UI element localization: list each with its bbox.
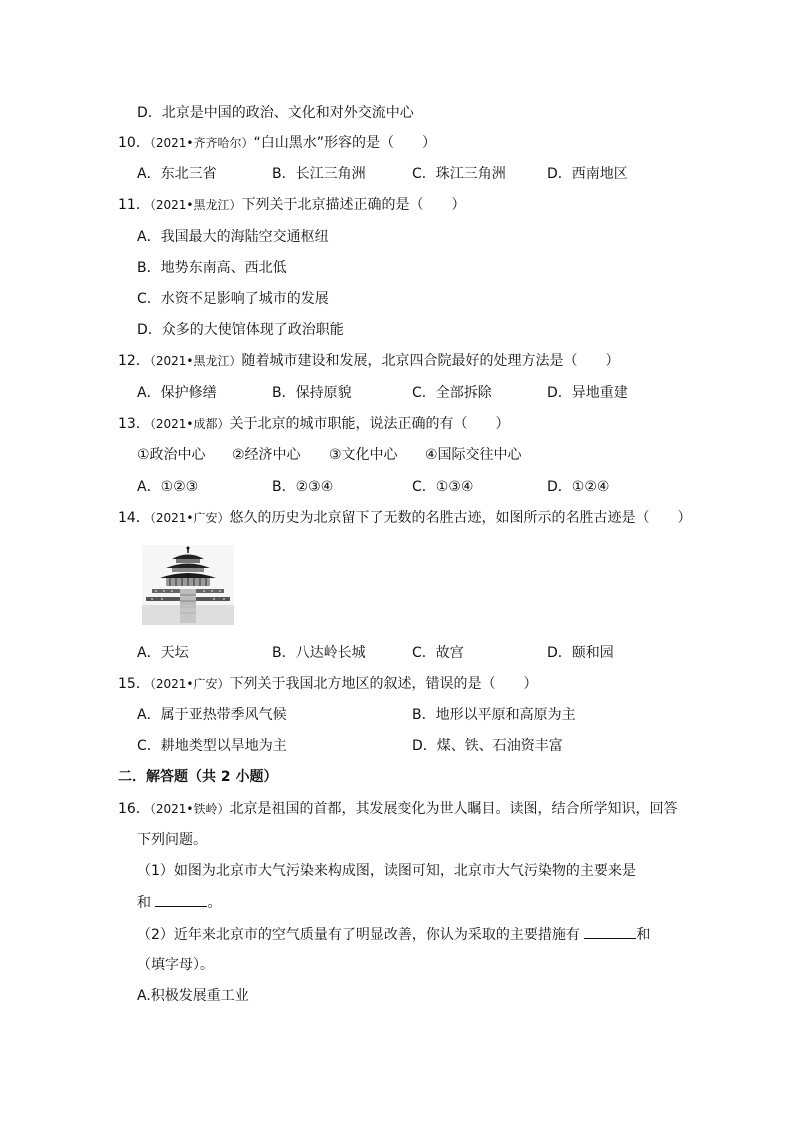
q10-option-b: B．长江三角洲 <box>272 166 366 182</box>
q11-option-b: B．地势东南高、西北低 <box>137 260 287 276</box>
answer-prefix: 和 <box>137 895 156 911</box>
question-15 <box>118 674 537 694</box>
answer-suffix: 。 <box>207 895 222 911</box>
q13-option-c: C．①③④ <box>412 479 474 495</box>
q10-option-d: D．西南地区 <box>547 166 628 182</box>
q13-item-3: ③文化中心 <box>329 447 398 463</box>
question-12 <box>118 351 619 371</box>
q15-option-b: B．地形以平原和高原为主 <box>412 707 576 723</box>
q13-option-d: D．①②④ <box>547 479 610 495</box>
q15-option-a: A．属于亚热带季风气候 <box>137 707 287 723</box>
q13-item-1: ①政治中心 <box>137 447 206 463</box>
question-16 <box>118 799 677 819</box>
q12-option-d: D．异地重建 <box>547 385 628 401</box>
q11-option-c: C．水资不足影响了城市的发展 <box>137 291 329 307</box>
q14-option-b: B．八达岭长城 <box>272 645 366 661</box>
question-number: 14． <box>118 510 150 526</box>
question-number: 12． <box>118 353 150 369</box>
question-source: （2021•黑龙江） <box>149 354 242 368</box>
q16-part-2 <box>137 924 650 945</box>
question-10 <box>118 133 436 153</box>
q13-item-2: ②经济中心 <box>232 447 301 463</box>
question-source: （2021•铁岭） <box>149 802 230 816</box>
q14-option-a: A．天坛 <box>137 645 189 661</box>
question-source: （2021•广安） <box>149 677 230 691</box>
question-13 <box>118 414 509 434</box>
question-source: （2021•广安） <box>149 511 230 525</box>
question-16-stem-cont: 下列问题。 <box>137 832 207 848</box>
q13-item-4: ④国际交往中心 <box>425 447 522 463</box>
q14-option-d: D．颐和园 <box>547 645 614 661</box>
q12-option-c: C．全部拆除 <box>412 385 492 401</box>
q15-option-c: C．耕地类型以旱地为主 <box>137 738 287 754</box>
question-source: （2021•成都） <box>149 417 230 431</box>
question-number: 11． <box>118 197 150 213</box>
question-stem: 关于北京的城市职能，说法正确的有（ ） <box>229 416 510 432</box>
q15-option-d: D．煤、铁、石油资丰富 <box>412 738 563 754</box>
question-number: 13． <box>118 416 150 432</box>
question-source: （2021•黑龙江） <box>149 198 242 212</box>
q14-option-c: C．故宫 <box>412 645 464 661</box>
section-title: 二．解答题（共 2 小题） <box>118 769 278 785</box>
temple-of-heaven-image <box>142 545 234 625</box>
q16-part-1: （1）如图为北京市大气污染来构成图，读图可知，北京市大气污染物的主要来是 <box>137 863 636 879</box>
q16-part-1-cont <box>137 892 221 913</box>
question-source: （2021•齐齐哈尔） <box>149 136 254 150</box>
q11-option-d: D．众多的大使馆体现了政治职能 <box>137 322 344 338</box>
question-14 <box>118 508 691 528</box>
q9-option-d: D．北京是中国的政治、文化和对外交流中心 <box>137 105 414 121</box>
question-number: 10． <box>118 135 150 151</box>
q13-option-b: B．②③④ <box>272 479 334 495</box>
question-number: 15． <box>118 676 150 692</box>
part-2-suffix: 和 <box>636 927 651 943</box>
q11-option-a: A．我国最大的海陆空交通枢纽 <box>137 229 329 245</box>
question-stem: “白山黑水”形容的是（ ） <box>253 135 436 151</box>
q10-option-c: C．珠江三角洲 <box>412 166 506 182</box>
q16-part-2-cont: （填字母）。 <box>137 957 214 973</box>
question-stem: 下列关于北京描述正确的是（ ） <box>241 197 466 213</box>
question-stem: 随着城市建设和发展，北京四合院最好的处理方法是（ ） <box>241 353 620 369</box>
question-number: 16． <box>118 801 150 817</box>
q13-option-a: A．①②③ <box>137 479 199 495</box>
answer-blank[interactable] <box>155 892 207 907</box>
answer-blank[interactable] <box>584 924 636 939</box>
question-stem: 悠久的历史为北京留下了无数的名胜古迹，如图所示的名胜古迹是（ ） <box>229 510 692 526</box>
q16-option-a: A.积极发展重工业 <box>137 988 249 1004</box>
question-stem: 北京是祖国的首都，其发展变化为世人瞩目。读图，结合所学知识，回答 <box>229 801 678 817</box>
question-stem: 下列关于我国北方地区的叙述，错误的是（ ） <box>229 676 538 692</box>
question-11 <box>118 195 465 215</box>
q10-option-a: A．东北三省 <box>137 166 217 182</box>
q12-option-b: B．保持原貌 <box>272 385 352 401</box>
temple-of-heaven-drawing <box>142 545 234 625</box>
part-2-text: （2）近年来北京市的空气质量有了明显改善，你认为采取的主要措施有 <box>137 927 585 943</box>
q12-option-a: A．保护修缮 <box>137 385 217 401</box>
